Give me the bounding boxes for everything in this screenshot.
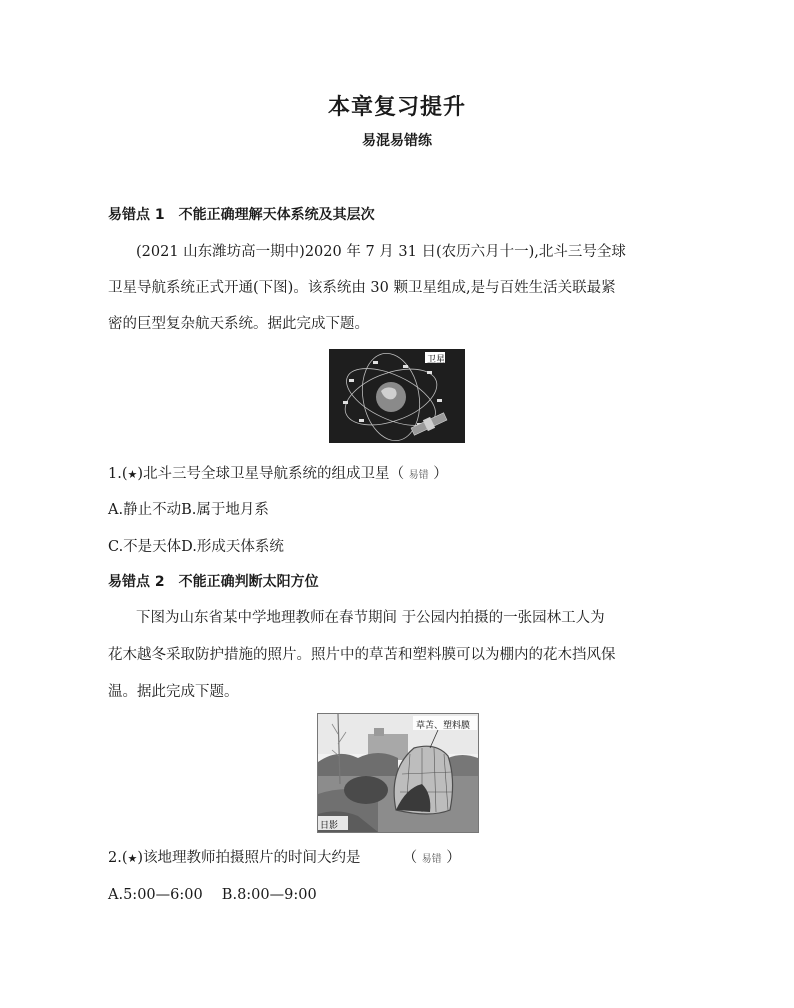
question-text: 该地理教师拍摄照片的时间大约是: [143, 850, 361, 866]
passage1-line1: (2021 山东潍坊高一期中)2020 年 7 月 31 日(农历六月十一),北斗三号全球: [136, 244, 626, 260]
section-heading-1: [108, 204, 375, 224]
cover-label: 草苫、塑料膜: [416, 721, 471, 731]
section-heading-2: [108, 571, 319, 591]
shadow-label: 日影: [320, 821, 339, 831]
satellite-figure: [329, 349, 465, 443]
question-2: 2.(★)该地理教师拍摄照片的时间大约是 （ 易错 ）: [108, 850, 461, 866]
question-1: 1.(★)北斗三号全球卫星导航系统的组成卫星（ 易错 ）: [108, 466, 448, 482]
difficulty-star-icon: ★: [127, 468, 138, 481]
q1-options-line1: A.静止不动B.属于地月系: [108, 502, 269, 518]
passage2-line2: 花木越冬采取防护措施的照片。照片中的草苫和塑料膜可以为棚内的花木挡风保: [108, 647, 616, 663]
question-tag: 易错: [421, 854, 442, 865]
question-number: 2.: [108, 850, 122, 866]
passage1-line3: 密的巨型复杂航天系统。据此完成下题。: [108, 316, 369, 332]
passage1-line2: 卫星导航系统正式开通(下图)。该系统由 30 颗卫星组成,是与百姓生活关联最紧: [108, 280, 616, 296]
section-text: 不能正确理解天体系统及其层次: [178, 207, 375, 223]
q2-options-line1: A.5:00—6:00 B.8:00—9:00: [108, 887, 317, 903]
question-number: 1.: [108, 466, 122, 482]
section-label: 易错点 1: [108, 207, 165, 223]
q1-options-line2: C.不是天体D.形成天体系统: [108, 539, 284, 555]
satellite-label: 卫星: [427, 355, 446, 365]
passage2-line3: 温。据此完成下题。: [108, 684, 239, 700]
page-subtitle: 易混易错练: [362, 133, 432, 149]
difficulty-star-icon: ★: [127, 852, 138, 865]
question-tag: 易错: [408, 470, 429, 481]
question-text: 北斗三号全球卫星导航系统的组成卫星: [143, 466, 390, 482]
passage2-line1: 下图为山东省某中学地理教师在春节期间 于公园内拍摄的一张园林工人为: [136, 610, 605, 626]
garden-photo: [317, 713, 479, 833]
section-text: 不能正确判断太阳方位: [178, 574, 319, 590]
garden-photo-image: [318, 714, 478, 832]
page-title: 本章复习提升: [327, 95, 466, 120]
section-label: 易错点 2: [108, 574, 165, 590]
